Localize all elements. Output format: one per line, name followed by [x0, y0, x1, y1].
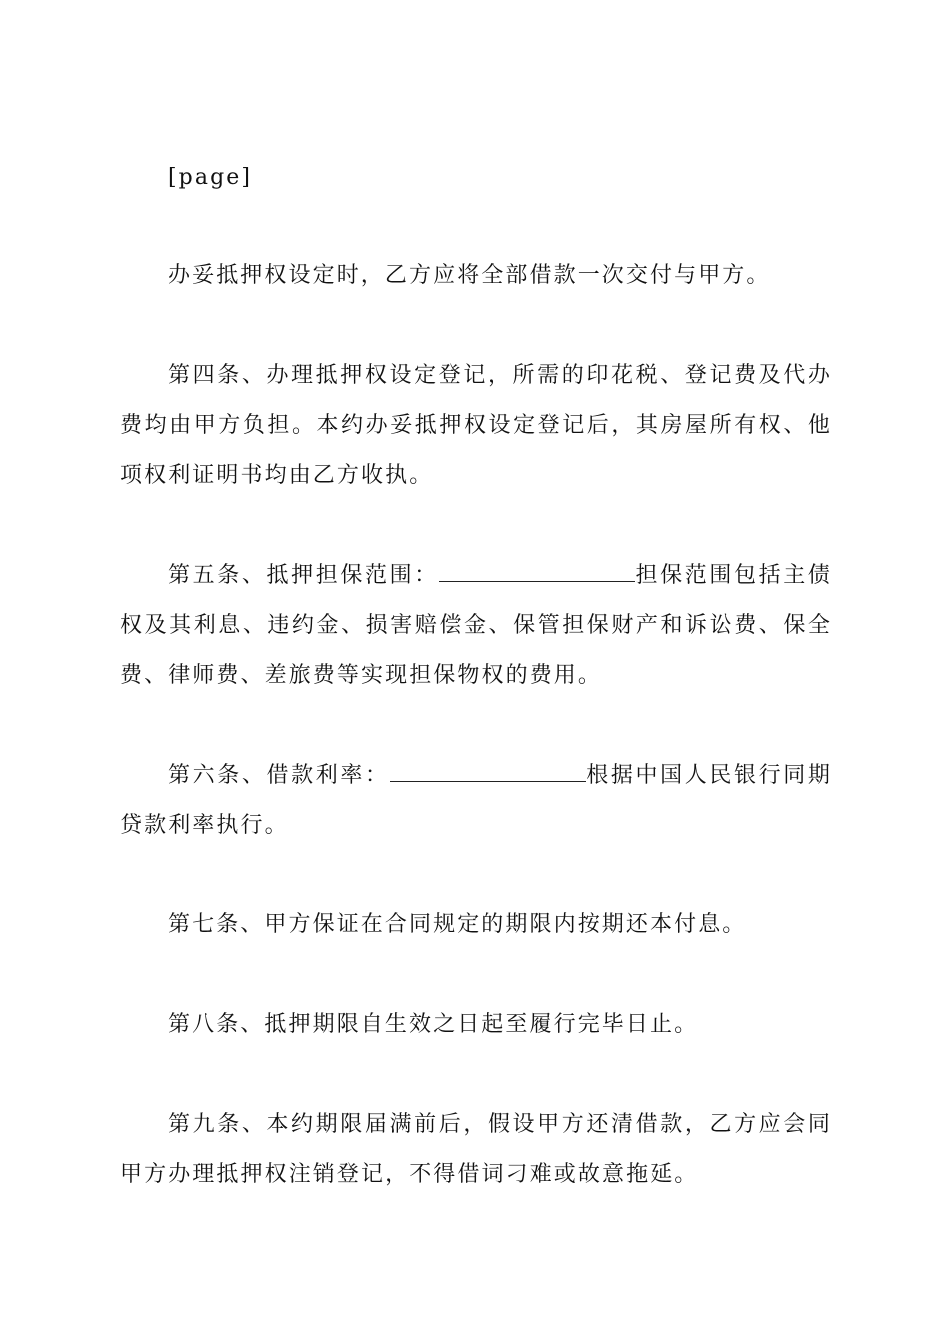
article-8: 第八条、抵押期限自生效之日起至履行完毕日止。	[168, 1012, 699, 1037]
page-marker: [page]	[168, 165, 253, 190]
article-5	[120, 551, 832, 701]
article-9: 第九条、本约期限届满前后，假设甲方还清借款，乙方应会同甲方办理抵押权注销登记，不得借词刁难或故意拖延。	[120, 1112, 832, 1187]
article-4: 第四条、办理抵押权设定登记，所需的印花税、登记费及代办费均由甲方负担。本约办妥抵押权设定登记后，其房屋所有权、他项权利证明书均由乙方收执。	[120, 363, 832, 488]
fill-in-blank-rate[interactable]	[390, 761, 586, 782]
article-6-lead: 第六条、借款利率：	[168, 763, 390, 788]
fill-in-blank-scope[interactable]	[439, 561, 635, 582]
paragraph-delivery: 办妥抵押权设定时，乙方应将全部借款一次交付与甲方。	[168, 263, 771, 288]
article-5-rest: 担保范围包括主债权及其利息、违约金、损害赔偿金、保管担保财产和诉讼费、保全费、律师费、差旅费等实现担保物权的费用。	[120, 563, 832, 688]
article-6	[120, 751, 832, 851]
article-7: 第七条、甲方保证在合同规定的期限内按期还本付息。	[168, 912, 747, 937]
article-5-lead: 第五条、抵押担保范围：	[168, 563, 439, 588]
article-6-rest: 根据中国人民银行同期贷款利率执行。	[120, 763, 832, 838]
